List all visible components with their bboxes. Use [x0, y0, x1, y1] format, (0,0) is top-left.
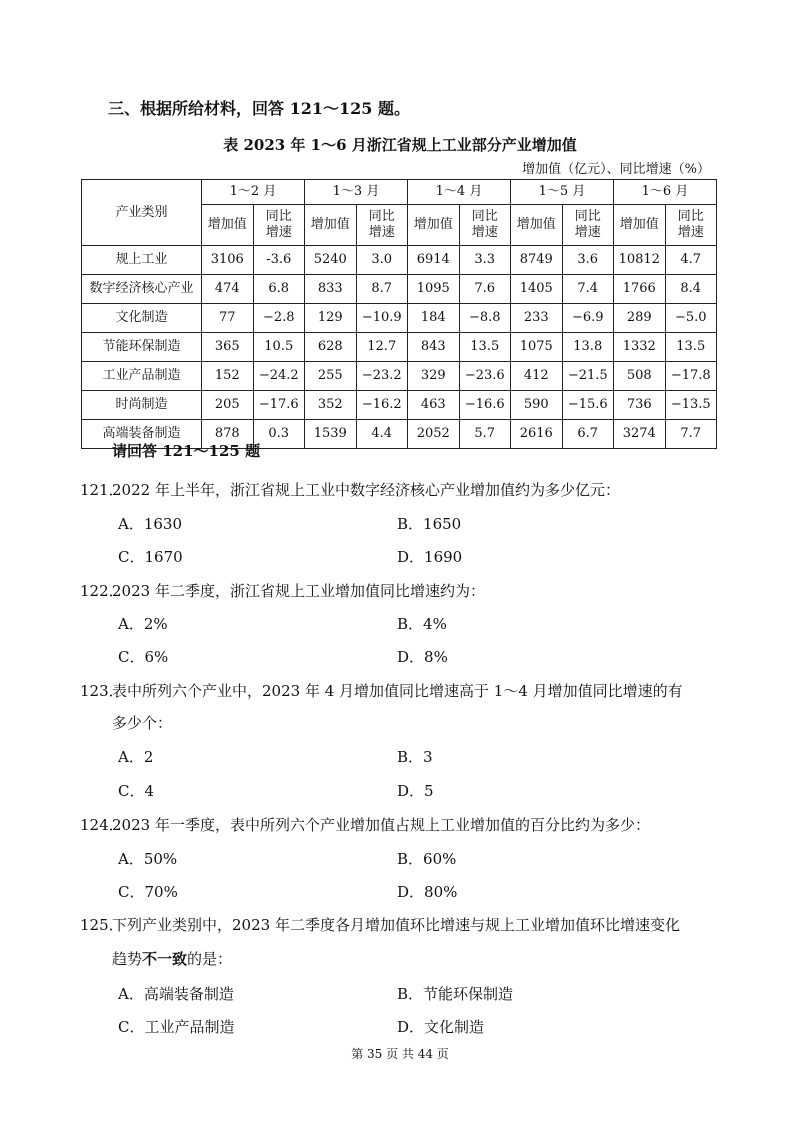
subheader-value: 增加值: [202, 205, 254, 246]
cell-growth: 10.5: [253, 333, 305, 362]
cell-growth: −17.6: [253, 391, 305, 420]
cell-growth: 13.5: [665, 333, 717, 362]
cell-value: 77: [202, 304, 254, 333]
cell-value: 2616: [511, 420, 563, 449]
page-footer: 第 35 页 共 44 页: [351, 1047, 449, 1061]
cell-growth: −21.5: [562, 362, 614, 391]
option-a[interactable]: A．50%: [118, 850, 178, 868]
cell-growth: 4.7: [665, 246, 717, 275]
subheader-value: 增加值: [614, 205, 666, 246]
subheader-growth-line2: 增速: [574, 225, 601, 240]
text-fragment: 的是：: [187, 950, 233, 968]
option-a[interactable]: A．高端装备制造: [118, 985, 234, 1003]
cell-value: 205: [202, 391, 254, 420]
row-label: 规上工业: [82, 246, 202, 275]
cell-value: 1766: [614, 275, 666, 304]
row-label: 文化制造: [82, 304, 202, 333]
cell-growth: −16.2: [356, 391, 408, 420]
question-number: 123．: [80, 682, 124, 700]
cell-growth: −16.6: [459, 391, 511, 420]
cell-growth: −15.6: [562, 391, 614, 420]
cell-value: 329: [408, 362, 460, 391]
table-unit: 增加值（亿元）、同比增速（%）: [522, 162, 710, 177]
option-a[interactable]: A．2: [118, 748, 154, 766]
cell-value: 365: [202, 333, 254, 362]
cell-value: 1405: [511, 275, 563, 304]
row-label: 时尚制造: [82, 391, 202, 420]
prompt: 请回答 121～125 题: [112, 442, 261, 460]
cell-value: 1539: [305, 420, 357, 449]
cell-growth: 6.8: [253, 275, 305, 304]
question-123: [80, 680, 683, 702]
period-header: 1～6 月: [614, 180, 717, 205]
subheader-growth: [665, 205, 717, 246]
cell-value: 255: [305, 362, 357, 391]
cell-growth: 3.0: [356, 246, 408, 275]
cell-growth: 7.6: [459, 275, 511, 304]
question-text: 下列产业类别中，2023 年二季度各月增加值环比增速与规上工业增加值环比增速变化: [112, 916, 680, 934]
cell-growth: 8.7: [356, 275, 408, 304]
cell-value: 6914: [408, 246, 460, 275]
subheader-growth: [459, 205, 511, 246]
subheader-growth-line2: 增速: [368, 225, 395, 240]
table-row: [82, 304, 717, 333]
cell-growth: 12.7: [356, 333, 408, 362]
question-text: 表中所列六个产业中，2023 年 4 月增加值同比增速高于 1～4 月增加值同比增速的有: [112, 682, 683, 700]
cell-growth: −24.2: [253, 362, 305, 391]
option-d[interactable]: D．5: [397, 782, 434, 800]
cell-value: 736: [614, 391, 666, 420]
cell-value: 5240: [305, 246, 357, 275]
question-text-line2: 多少个：: [112, 714, 173, 732]
question-122: [80, 580, 485, 602]
cell-value: 843: [408, 333, 460, 362]
cell-growth: 8.4: [665, 275, 717, 304]
cell-value: 1332: [614, 333, 666, 362]
cell-value: 152: [202, 362, 254, 391]
subheader-growth: [356, 205, 408, 246]
cell-value: 10812: [614, 246, 666, 275]
cell-value: 474: [202, 275, 254, 304]
text-fragment: 趋势: [112, 950, 143, 968]
option-b[interactable]: B．4%: [397, 615, 447, 633]
option-c[interactable]: C．4: [118, 782, 155, 800]
cell-value: 289: [614, 304, 666, 333]
cell-growth: 13.8: [562, 333, 614, 362]
cell-growth: −23.2: [356, 362, 408, 391]
subheader-growth: [253, 205, 305, 246]
question-text: 2023 年一季度，表中所列六个产业增加值占规上工业增加值的百分比约为多少：: [112, 816, 650, 834]
cell-value: 878: [202, 420, 254, 449]
cell-growth: 13.5: [459, 333, 511, 362]
cell-growth: −6.9: [562, 304, 614, 333]
row-label: 节能环保制造: [82, 333, 202, 362]
cell-growth: 3.6: [562, 246, 614, 275]
question-number: 125．: [80, 916, 124, 934]
cell-growth: −2.8: [253, 304, 305, 333]
cell-growth: -3.6: [253, 246, 305, 275]
subheader-growth-line2: 增速: [677, 225, 704, 240]
option-d[interactable]: D．80%: [397, 883, 458, 901]
cell-growth: 0.3: [253, 420, 305, 449]
cell-value: 463: [408, 391, 460, 420]
cell-value: 833: [305, 275, 357, 304]
period-header: 1～2 月: [202, 180, 305, 205]
industry-table: [81, 179, 717, 449]
row-label: 数字经济核心产业: [82, 275, 202, 304]
subheader-growth-line2: 增速: [265, 225, 292, 240]
cell-value: 590: [511, 391, 563, 420]
period-header: 1～3 月: [305, 180, 408, 205]
question-text: 2022 年上半年，浙江省规上工业中数字经济核心产业增加值约为多少亿元：: [112, 481, 620, 499]
cell-growth: 7.7: [665, 420, 717, 449]
cell-value: 628: [305, 333, 357, 362]
cell-value: 352: [305, 391, 357, 420]
cell-growth: 3.3: [459, 246, 511, 275]
cell-value: 129: [305, 304, 357, 333]
option-a[interactable]: A．2%: [118, 615, 168, 633]
subheader-growth: [562, 205, 614, 246]
question-number: 121．: [80, 481, 124, 499]
cell-growth: 7.4: [562, 275, 614, 304]
table-row: [82, 333, 717, 362]
option-b[interactable]: B．3: [397, 748, 433, 766]
cell-value: 3274: [614, 420, 666, 449]
option-b[interactable]: B．60%: [397, 850, 457, 868]
cell-growth: 4.4: [356, 420, 408, 449]
cell-value: 3106: [202, 246, 254, 275]
period-header: 1～4 月: [408, 180, 511, 205]
table-row: [82, 391, 717, 420]
cell-growth: −8.8: [459, 304, 511, 333]
option-c[interactable]: C．70%: [118, 883, 178, 901]
table-row: [82, 246, 717, 275]
option-c[interactable]: C．工业产品制造: [118, 1018, 235, 1036]
cell-growth: 5.7: [459, 420, 511, 449]
subheader-growth-line1: 同比: [471, 209, 498, 224]
question-number: 122．: [80, 582, 124, 600]
option-d[interactable]: D．8%: [397, 648, 448, 666]
cell-value: 412: [511, 362, 563, 391]
question-124: [80, 814, 650, 836]
row-label: 工业产品制造: [82, 362, 202, 391]
subheader-growth-line1: 同比: [677, 209, 704, 224]
emphasis-text: 不一致: [142, 950, 188, 968]
question-text-line2: [112, 948, 232, 970]
cell-value: 8749: [511, 246, 563, 275]
option-c[interactable]: C．1670: [118, 548, 183, 566]
table-title: 表 2023 年 1～6 月浙江省规上工业部分产业增加值: [223, 136, 577, 154]
subheader-value: 增加值: [408, 205, 460, 246]
question-125: [80, 914, 680, 936]
period-header: 1～5 月: [511, 180, 614, 205]
cell-value: 2052: [408, 420, 460, 449]
question-121: [80, 479, 620, 501]
subheader-growth-line1: 同比: [265, 209, 292, 224]
option-a[interactable]: A．1630: [118, 515, 183, 533]
cell-value: 1075: [511, 333, 563, 362]
cell-value: 184: [408, 304, 460, 333]
subheader-growth-line1: 同比: [574, 209, 601, 224]
cell-value: 1095: [408, 275, 460, 304]
question-number: 124．: [80, 816, 124, 834]
cell-growth: 6.7: [562, 420, 614, 449]
cell-value: 508: [614, 362, 666, 391]
corner-header: 产业类别: [82, 180, 202, 246]
cell-growth: −10.9: [356, 304, 408, 333]
subheader-value: 增加值: [305, 205, 357, 246]
cell-growth: −5.0: [665, 304, 717, 333]
row-label: 高端装备制造: [82, 420, 202, 449]
subheader-growth-line1: 同比: [368, 209, 395, 224]
table-row: [82, 275, 717, 304]
subheader-value: 增加值: [511, 205, 563, 246]
table-row: [82, 362, 717, 391]
section-title: 三、根据所给材料，回答 121～125 题。: [108, 99, 410, 118]
option-b[interactable]: B．1650: [397, 515, 462, 533]
option-c[interactable]: C．6%: [118, 648, 169, 666]
cell-value: 233: [511, 304, 563, 333]
cell-growth: −17.8: [665, 362, 717, 391]
option-d[interactable]: D．1690: [397, 548, 463, 566]
cell-growth: −13.5: [665, 391, 717, 420]
option-b[interactable]: B．节能环保制造: [397, 985, 514, 1003]
question-text: 2023 年二季度，浙江省规上工业增加值同比增速约为：: [112, 582, 485, 600]
option-d[interactable]: D．文化制造: [397, 1018, 485, 1036]
cell-growth: −23.6: [459, 362, 511, 391]
subheader-growth-line2: 增速: [471, 225, 498, 240]
